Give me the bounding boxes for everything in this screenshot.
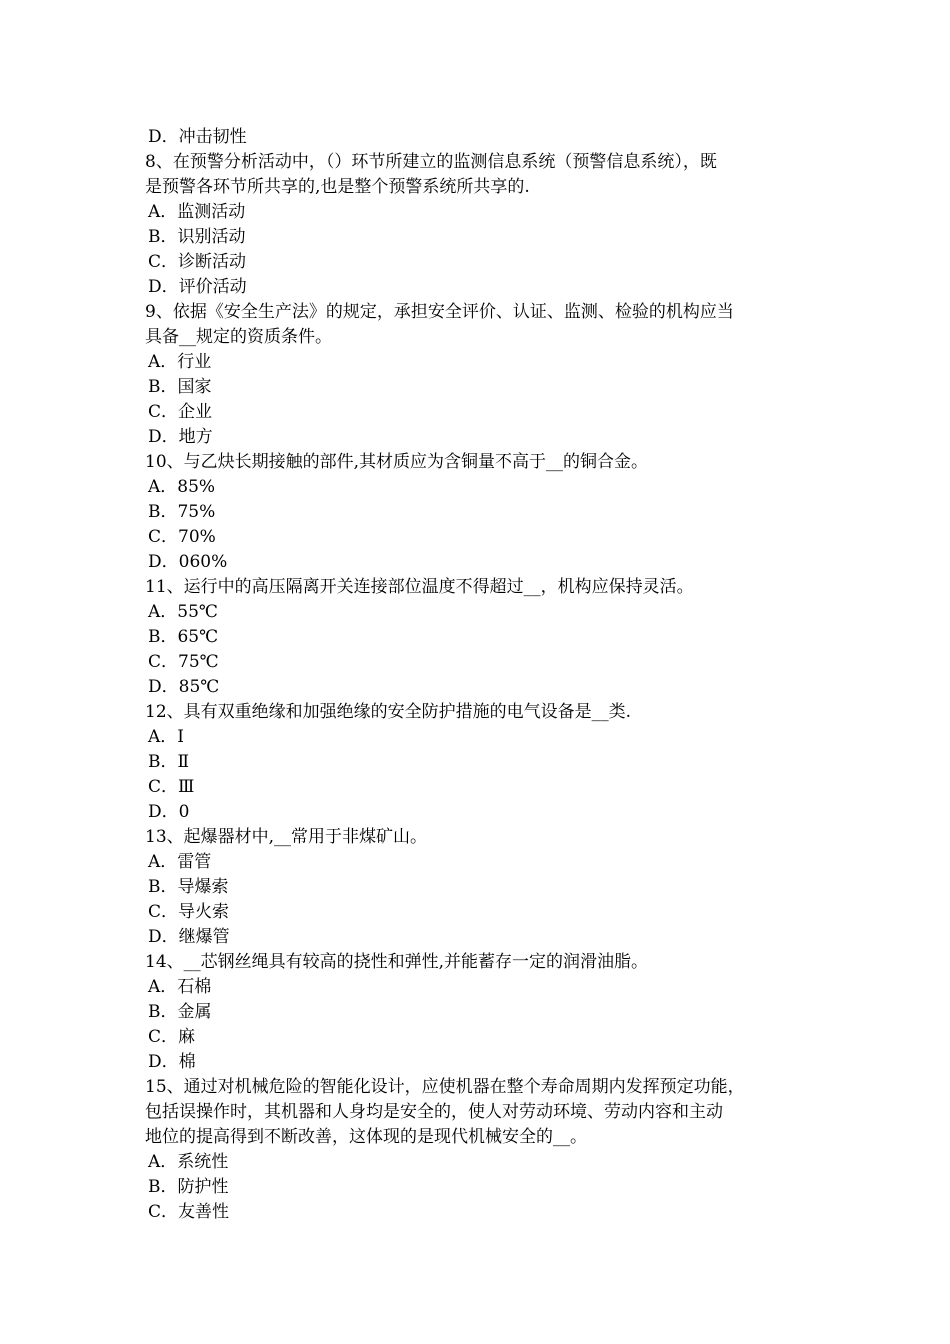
question-line: 9、依据《安全生产法》的规定，承担安全评价、认证、监测、检验的机构应当 [145, 302, 734, 322]
question-line: 8、在预警分析活动中，（）环节所建立的监测信息系统（预警信息系统），既 [145, 152, 717, 172]
answer-option: D．85℃ [148, 677, 220, 697]
answer-option: C．企业 [148, 402, 213, 422]
question-line: 14、__芯钢丝绳具有较高的挠性和弹性,并能蓄存一定的润滑油脂。 [145, 952, 649, 972]
answer-option: B．防护性 [148, 1177, 229, 1197]
question-text [145, 1075, 825, 1150]
answer-option: D．地方 [148, 427, 213, 447]
question-line: 包括误操作时，其机器和人身均是安全的，使人对劳动环境、劳动内容和主动 [145, 1102, 723, 1122]
question-line: 11、运行中的高压隔离开关连接部位温度不得超过__，机构应保持灵活。 [145, 577, 694, 597]
answer-option: C．麻 [148, 1027, 196, 1047]
question-text [145, 300, 825, 350]
answer-option: B．Ⅱ [148, 752, 190, 772]
answer-option: C．70% [148, 527, 216, 547]
answer-option: A．85% [148, 477, 216, 497]
question-line: 15、通过对机械危险的智能化设计，应使机器在整个寿命周期内发挥预定功能， [145, 1077, 745, 1097]
answer-option: C．75℃ [148, 652, 219, 672]
question-line: 13、起爆器材中,__常用于非煤矿山。 [145, 827, 428, 847]
question-line: 地位的提高得到不断改善，这体现的是现代机械安全的__。 [145, 1127, 587, 1147]
answer-option: D．评价活动 [148, 277, 247, 297]
question-text [145, 700, 825, 725]
answer-option: C．诊断活动 [148, 252, 247, 272]
answer-option: D．继爆管 [148, 927, 230, 947]
question-text [145, 825, 825, 850]
question-line: 12、具有双重绝缘和加强绝缘的安全防护措施的电气设备是__类. [145, 702, 632, 722]
question-line: 是预警各环节所共享的,也是整个预警系统所共享的. [145, 177, 530, 197]
question-text [145, 450, 825, 475]
question-line: 具备__规定的资质条件。 [145, 327, 332, 347]
question-text [145, 950, 825, 975]
document-page [145, 125, 825, 1225]
answer-option: B．国家 [148, 377, 212, 397]
answer-option: D．冲击韧性 [148, 127, 247, 147]
question-line: 10、与乙炔长期接触的部件,其材质应为含铜量不高于__的铜合金。 [145, 452, 649, 472]
answer-option: A．系统性 [148, 1152, 229, 1172]
answer-option: A．Ⅰ [148, 727, 184, 747]
answer-option: D．060% [148, 552, 228, 572]
answer-option: B．金属 [148, 1002, 212, 1022]
question-text [145, 575, 825, 600]
answer-option: A．55℃ [148, 602, 218, 622]
answer-option: B．75% [148, 502, 216, 522]
answer-option: D．0 [148, 802, 190, 822]
answer-option: C．导火索 [148, 902, 230, 922]
answer-option: D．棉 [148, 1052, 196, 1072]
answer-option: B．识别活动 [148, 227, 246, 247]
answer-option: A．石棉 [148, 977, 212, 997]
question-text [145, 150, 825, 200]
answer-option: B．导爆索 [148, 877, 229, 897]
answer-option: A．监测活动 [148, 202, 246, 222]
answer-option: B．65℃ [148, 627, 219, 647]
answer-option: C．友善性 [148, 1202, 230, 1222]
answer-option: A．行业 [148, 352, 212, 372]
answer-option: C．Ⅲ [148, 777, 195, 797]
answer-option: A．雷管 [148, 852, 212, 872]
